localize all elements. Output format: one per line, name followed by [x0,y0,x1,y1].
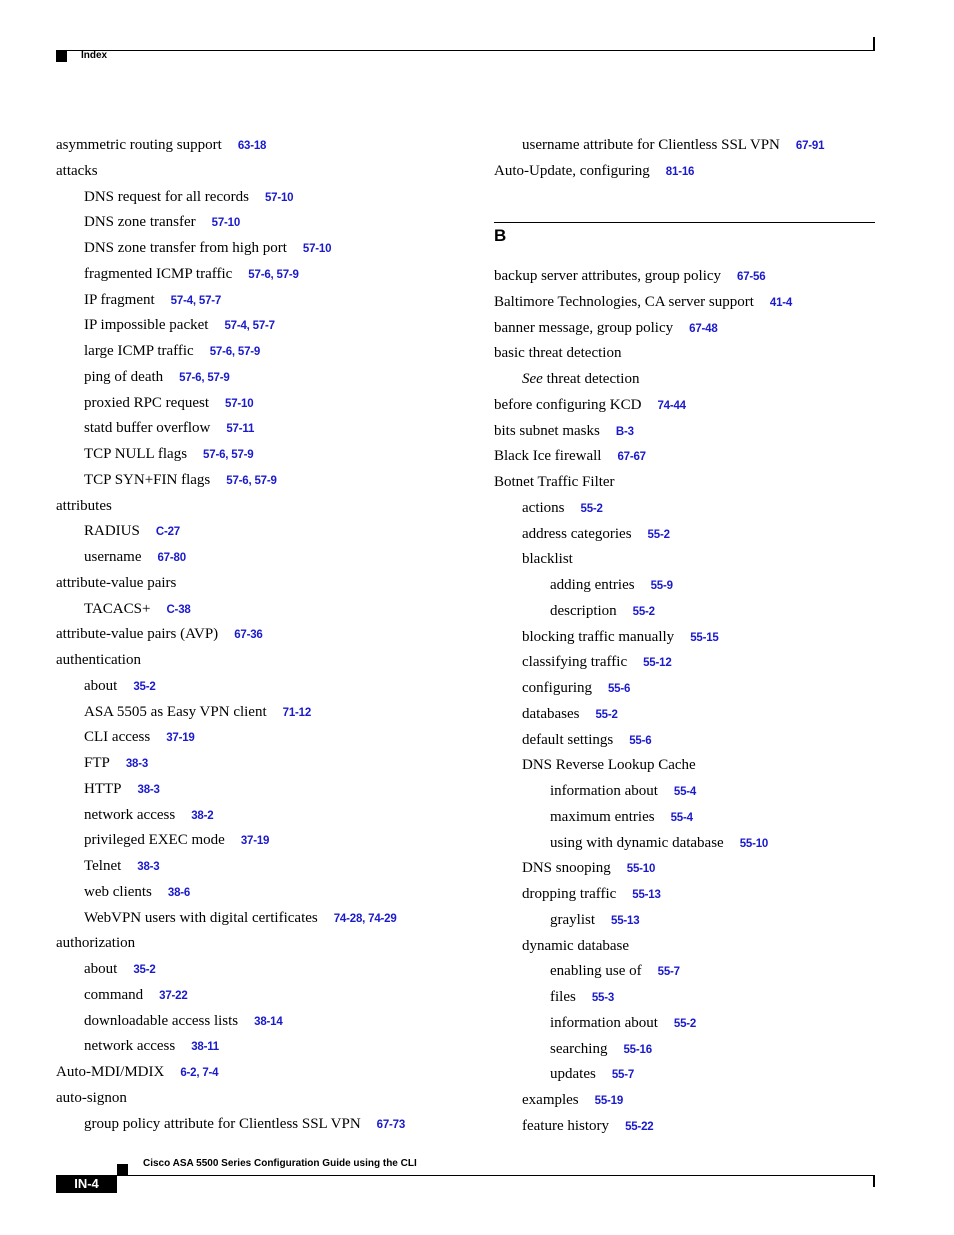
page-reference-link[interactable]: 57-4, 57-7 [170,294,222,307]
index-entry [522,885,661,904]
index-term: TACACS+ [84,600,151,617]
index-term: Botnet Traffic Filter [494,474,615,490]
index-entry [56,574,176,592]
index-entry [522,499,603,518]
index-term: about [84,961,118,977]
index-term: DNS zone transfer [84,214,196,231]
index-entry [494,162,694,181]
index-term: username [84,549,142,565]
index-entry [550,988,614,1007]
header-marker [56,51,67,62]
index-term: Auto-Update, configuring [494,162,650,179]
index-term: about [84,677,118,694]
page-reference-link[interactable]: 55-7 [611,1069,635,1082]
index-entry [84,188,293,207]
page-reference-link[interactable]: 35-2 [133,964,156,976]
index-entry [84,986,188,1005]
index-entry [494,396,686,415]
index-entry [522,628,719,647]
page-reference-link[interactable]: 57-4, 57-7 [224,320,275,333]
index-entry [494,267,765,286]
index-entry [84,445,253,464]
page-reference-link[interactable]: 57-10 [211,217,241,230]
index-term: HTTP [84,780,122,797]
index-term: Telnet [84,858,122,874]
index-entry [550,1065,634,1084]
index-entry [494,422,634,441]
index-term: FTP [84,755,110,771]
index-entry [84,703,311,722]
index-term: description [550,602,617,619]
index-entry [494,344,621,362]
index-term: before configuring KCD [494,396,642,413]
index-entry [522,136,824,155]
index-entry [84,548,186,567]
index-term: blocking traffic manually [522,628,675,645]
index-entry [84,394,253,413]
page-reference-link[interactable]: 37-19 [166,732,195,745]
index-term: graylist [550,911,595,928]
index-entry [522,525,670,544]
index-term: network access [84,1038,176,1055]
index-entry [84,1037,219,1056]
footer-title: Cisco ASA 5500 Series Configuration Guide using the CLI [143,1158,417,1169]
index-term: classifying traffic [522,654,628,671]
page-reference-link[interactable]: 38-3 [137,861,160,873]
index-entry [84,342,260,361]
page-reference-link[interactable]: C-38 [166,603,191,616]
index-term: bits subnet masks [494,422,600,439]
page-reference-link[interactable]: 67-67 [617,451,646,464]
index-entry [84,1012,283,1031]
index-entry [84,368,230,387]
page-reference-link[interactable]: 55-22 [625,1120,654,1133]
index-term: downloadable access lists [84,1012,239,1029]
index-entry [522,1091,623,1110]
index-entry [84,728,195,747]
index-term: CLI access [84,729,151,746]
index-term: IP impossible packet [84,317,209,334]
index-term: Black Ice firewall [494,448,602,465]
page-reference-link[interactable]: 55-3 [591,992,615,1004]
page-reference-link[interactable]: 67-48 [689,322,718,335]
page-reference-link[interactable]: 6-2, 7-4 [180,1067,219,1079]
page-reference-link[interactable]: 38-6 [167,886,191,899]
page-reference-link[interactable]: 67-36 [234,629,263,642]
index-entry [550,808,693,827]
index-entry [84,857,159,876]
index-term: blacklist [522,551,573,568]
index-term: IP fragment [84,291,155,308]
page-reference-link[interactable]: 37-22 [159,989,188,1002]
index-entry [84,600,191,619]
index-entry [522,370,639,388]
index-term: DNS snooping [522,860,611,877]
index-term: attacks [56,162,98,179]
index-term: using with dynamic database [550,834,724,851]
page-reference-link[interactable]: 55-15 [690,631,719,644]
index-term: ping of death [84,368,164,385]
index-entry [522,756,696,774]
index-term: WebVPN users with digital certificates [84,909,318,926]
page-reference-link[interactable]: 55-9 [650,580,673,592]
index-term: TCP NULL flags [84,446,188,462]
page-reference-link[interactable]: 41-4 [769,296,793,309]
index-term: default settings [522,731,614,748]
footer-tick [873,1175,875,1187]
index-term: network access [84,806,176,823]
index-term: Auto-MDI/MDIX [56,1064,165,1080]
page-reference-link[interactable]: 38-11 [191,1041,219,1054]
page-reference-link[interactable]: 55-13 [611,914,640,927]
page-reference-link[interactable]: 55-2 [632,605,655,618]
index-entry [84,806,213,825]
page-reference-link[interactable]: 55-10 [739,837,769,850]
page-reference-link[interactable]: 63-18 [237,140,267,152]
index-entry [550,1040,652,1059]
index-term: information about [550,1014,658,1031]
index-entry [494,447,646,466]
index-entry [494,293,792,312]
index-term: configuring [522,680,592,696]
index-entry [550,602,655,621]
page-reference-link[interactable]: 71-12 [282,706,312,719]
section-letter: B [494,226,507,245]
footer-page-number: IN-4 [56,1175,117,1193]
index-entry [84,677,156,696]
index-term: attribute-value pairs (AVP) [56,626,219,643]
page-reference-link[interactable]: 55-2 [673,1017,697,1030]
index-entry [84,213,240,232]
page-reference-link[interactable]: 55-2 [580,502,603,515]
index-entry [56,162,98,180]
index-entry [84,831,269,850]
page-reference-link[interactable]: 38-3 [137,783,160,796]
page-reference-link[interactable]: 38-3 [125,758,149,770]
index-term: web clients [84,883,152,900]
index-term: files [550,989,576,1005]
page-reference-link[interactable]: 55-13 [632,889,661,901]
index-term: information about [550,783,658,799]
page-reference-link[interactable]: C-27 [155,526,180,539]
page-reference-link[interactable]: 55-4 [673,786,697,798]
index-entry [550,1014,696,1033]
index-term: enabling use of [550,963,642,980]
page-reference-link[interactable]: 55-19 [594,1095,624,1107]
page-reference-link[interactable]: 74-28, 74-29 [333,912,397,925]
page-reference-link[interactable]: 57-10 [225,397,254,410]
index-entry [522,679,630,698]
index-entry [84,780,160,799]
index-term: address categories [522,525,632,542]
index-entry [84,316,275,335]
page-reference-link[interactable]: 55-6 [607,683,631,695]
index-term: fragmented ICMP traffic [84,265,233,282]
index-entry [84,265,299,284]
header-section-label: Index [81,50,108,61]
page-reference-link[interactable]: 55-2 [595,708,618,721]
page-reference-link[interactable]: 57-6, 57-9 [248,268,299,281]
index-term: Baltimore Technologies, CA server support [494,293,754,310]
index-entry [522,1117,653,1136]
header-rule [56,50,875,51]
page-reference-link[interactable]: 57-6, 57-9 [203,449,254,461]
page-reference-link[interactable]: 55-7 [657,966,680,979]
index-term: databases [522,705,580,722]
index-term: dynamic database [522,937,630,954]
index-term: updates [550,1066,596,1083]
index-term: attributes [56,497,112,514]
index-entry [84,960,156,979]
index-entry [56,934,135,952]
footer-rule [117,1175,875,1176]
index-entry [84,1115,405,1134]
page-reference-link[interactable]: 57-6, 57-9 [179,371,230,384]
index-entry [84,239,331,258]
index-entry [84,522,180,541]
index-entry [550,782,696,801]
page-reference-link[interactable]: 67-91 [795,140,825,152]
page-reference-link[interactable]: 67-80 [157,552,186,564]
index-term: authentication [56,652,141,668]
index-entry [522,859,655,878]
index-entry [84,754,148,773]
page-reference-link[interactable]: 57-6, 57-9 [209,346,261,358]
index-entry [84,883,190,902]
index-term: basic threat detection [494,345,622,362]
index-entry [522,731,651,750]
index-entry [56,136,266,155]
page-reference-link[interactable]: 74-44 [657,399,686,412]
page-reference-link[interactable]: 55-16 [623,1043,652,1056]
page-reference-link[interactable]: 35-2 [133,680,156,693]
header-tick [873,37,875,51]
index-entry [56,1089,127,1107]
index-entry [522,705,618,724]
page-reference-link[interactable]: 38-14 [254,1015,283,1028]
index-term: asymmetric routing support [56,137,222,153]
index-term: statd buffer overflow [84,420,211,437]
index-term: TCP SYN+FIN flags [84,471,211,488]
index-term: adding entries [550,577,635,593]
index-term: command [84,986,144,1003]
index-entry [550,962,680,981]
index-term: maximum entries [550,808,655,825]
index-entry [550,911,639,930]
page-reference-link[interactable]: 67-73 [376,1118,406,1131]
page-reference-link[interactable]: 55-10 [626,863,656,876]
index-term: username attribute for Clientless SSL VPN [522,137,780,153]
page-reference-link[interactable]: 57-6, 57-9 [226,474,277,487]
page-reference-link[interactable]: 81-16 [665,165,695,178]
page-reference-link[interactable]: 37-19 [240,835,270,848]
index-term: DNS zone transfer from high port [84,240,287,256]
index-term: group policy attribute for Clientless SSL VPN [84,1115,361,1132]
index-term: backup server attributes, group policy [494,268,722,284]
index-entry [56,497,112,515]
index-entry [84,471,277,490]
index-term: large ICMP traffic [84,343,194,359]
index-entry [56,651,141,669]
index-entry [494,473,615,491]
index-term: proxied RPC request [84,394,209,411]
page-reference-link[interactable]: 57-10 [264,191,294,204]
index-entry [56,1063,218,1082]
index-term: authorization [56,935,136,952]
page-reference-link[interactable]: 55-6 [629,734,652,747]
page-reference-link[interactable]: B-3 [615,425,634,438]
section-rule [494,222,875,223]
index-entry [550,576,673,595]
see-reference: See [522,371,543,387]
index-term: attribute-value pairs [56,574,177,591]
index-term: searching [550,1040,608,1057]
footer-marker [117,1164,128,1175]
index-entry [84,291,221,310]
index-term: actions [522,499,565,516]
page-reference-link[interactable]: 38-2 [191,809,214,822]
index-term: banner message, group policy [494,319,674,336]
page-reference-link[interactable]: 57-10 [302,243,332,255]
index-term: DNS request for all records [84,188,249,205]
index-entry [522,937,629,955]
index-term: privileged EXEC mode [84,832,225,849]
index-entry [56,625,263,644]
page-reference-link[interactable]: 55-4 [670,811,693,824]
index-entry [494,319,718,338]
page-reference-link[interactable]: 67-56 [737,271,766,283]
index-term: threat detection [546,371,640,387]
index-entry [84,419,254,438]
index-term: auto-signon [56,1089,127,1106]
index-term: DNS Reverse Lookup Cache [522,757,696,774]
index-term: examples [522,1092,579,1108]
index-term: feature history [522,1117,610,1134]
index-term: ASA 5505 as Easy VPN client [84,703,267,720]
index-term: RADIUS [84,523,140,540]
index-entry [550,834,768,853]
index-entry [522,653,672,672]
index-entry [522,550,573,568]
page-reference-link[interactable]: 57-11 [226,423,255,436]
index-term: dropping traffic [522,886,617,902]
page-reference-link[interactable]: 55-2 [647,528,670,541]
index-entry [84,909,397,928]
page-reference-link[interactable]: 55-12 [643,657,672,670]
